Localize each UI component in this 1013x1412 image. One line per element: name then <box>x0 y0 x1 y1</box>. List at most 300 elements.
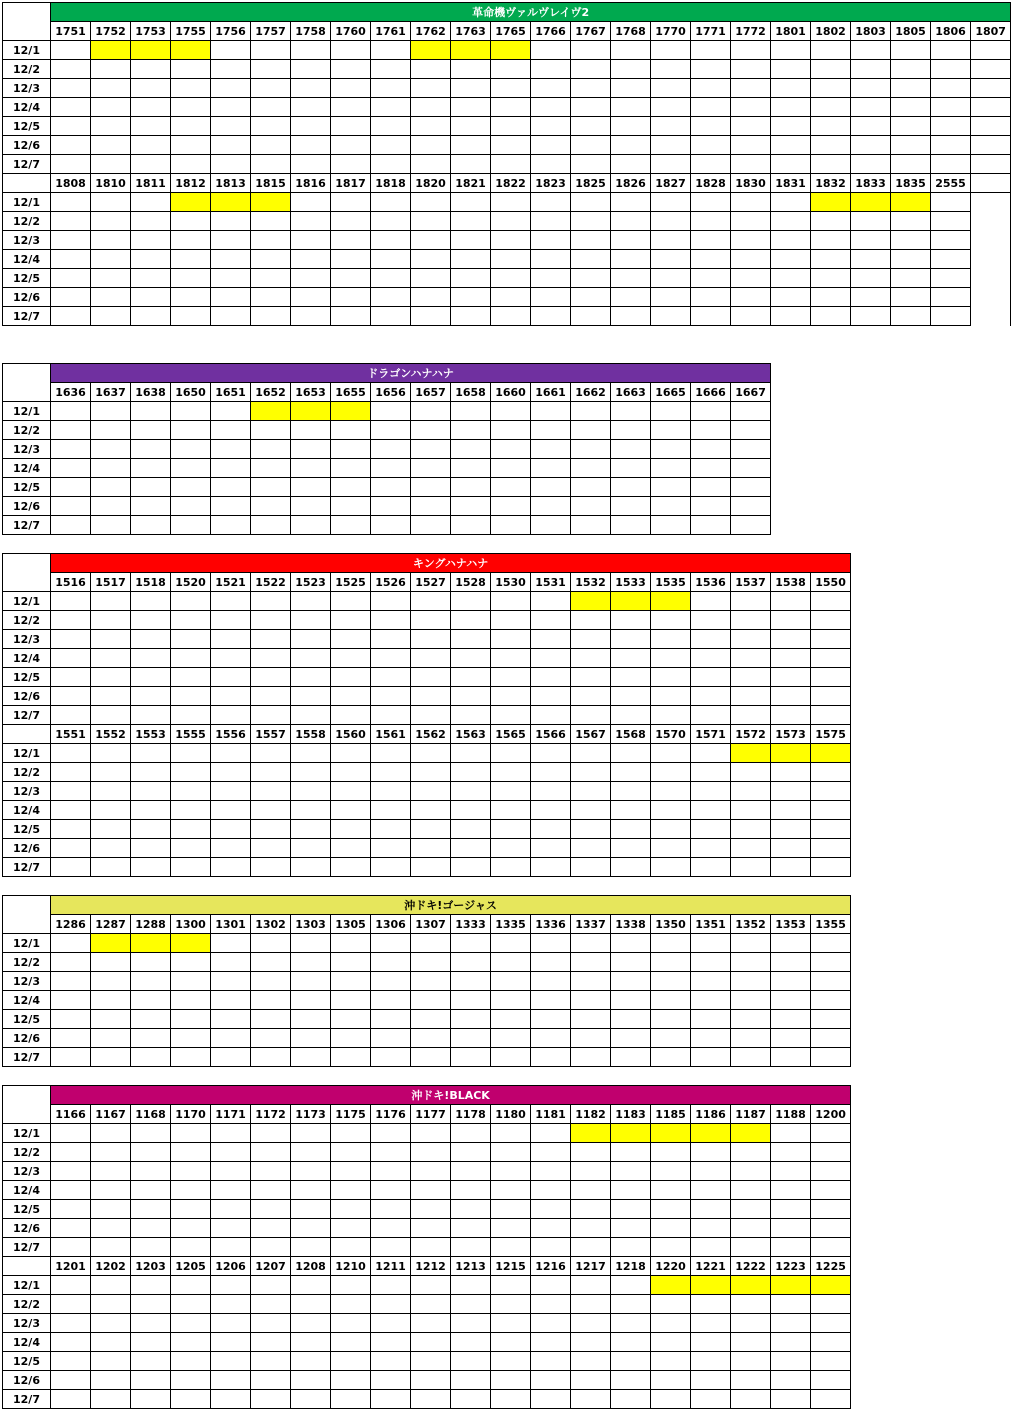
data-cell <box>371 516 411 535</box>
data-cell <box>611 858 651 877</box>
date-label: 12/2 <box>3 611 51 630</box>
data-cell <box>291 1124 331 1143</box>
highlighted-cell <box>891 193 931 212</box>
data-cell <box>291 668 331 687</box>
data-cell <box>771 953 811 972</box>
data-cell <box>451 1029 491 1048</box>
highlighted-cell <box>91 934 131 953</box>
data-cell <box>331 516 371 535</box>
data-cell <box>531 307 571 326</box>
data-cell <box>691 516 731 535</box>
data-cell <box>771 1200 811 1219</box>
data-cell <box>371 60 411 79</box>
date-row <box>3 953 851 972</box>
data-cell <box>371 1048 411 1067</box>
data-cell <box>491 630 531 649</box>
highlighted-cell <box>171 193 211 212</box>
data-cell <box>91 440 131 459</box>
data-cell <box>571 155 611 174</box>
data-cell <box>211 934 251 953</box>
data-cell <box>731 402 771 421</box>
data-cell <box>291 649 331 668</box>
data-cell <box>771 687 811 706</box>
data-cell <box>331 687 371 706</box>
section-title: ドラゴンハナハナ <box>51 364 771 383</box>
data-cell <box>891 269 931 288</box>
data-cell <box>91 1219 131 1238</box>
data-cell <box>331 953 371 972</box>
data-cell <box>131 1162 171 1181</box>
data-cell <box>291 782 331 801</box>
machine-number-header: 1571 <box>691 725 731 744</box>
machine-number-header: 1558 <box>291 725 331 744</box>
data-cell <box>331 801 371 820</box>
data-cell <box>371 478 411 497</box>
machine-number-header: 1567 <box>571 725 611 744</box>
data-cell <box>571 1162 611 1181</box>
data-cell <box>691 288 731 307</box>
data-cell <box>691 744 731 763</box>
data-cell <box>451 402 491 421</box>
data-cell <box>331 820 371 839</box>
data-cell <box>651 478 691 497</box>
data-cell <box>531 991 571 1010</box>
machine-number-header: 1563 <box>451 725 491 744</box>
data-cell <box>411 706 451 725</box>
data-cell <box>531 136 571 155</box>
data-cell <box>91 155 131 174</box>
data-cell <box>371 744 411 763</box>
date-row <box>3 820 851 839</box>
data-cell <box>571 1010 611 1029</box>
date-row <box>3 98 1011 117</box>
data-cell <box>451 1238 491 1257</box>
section-title: キングハナハナ <box>51 554 851 573</box>
data-cell <box>91 212 131 231</box>
data-cell <box>131 478 171 497</box>
machine-number-header: 1655 <box>331 383 371 402</box>
data-cell <box>531 1276 571 1295</box>
data-cell <box>331 60 371 79</box>
data-cell <box>531 155 571 174</box>
machine-number-header: 1288 <box>131 915 171 934</box>
date-label: 12/6 <box>3 687 51 706</box>
data-cell <box>731 820 771 839</box>
data-cell <box>491 117 531 136</box>
data-cell <box>931 212 971 231</box>
data-cell <box>731 1314 771 1333</box>
date-label: 12/2 <box>3 1143 51 1162</box>
data-cell <box>491 801 531 820</box>
data-cell <box>691 953 731 972</box>
data-cell <box>411 421 451 440</box>
data-cell <box>51 155 91 174</box>
date-label: 12/4 <box>3 459 51 478</box>
data-cell <box>811 592 851 611</box>
data-cell <box>731 801 771 820</box>
machine-number-header: 1662 <box>571 383 611 402</box>
data-cell <box>51 1314 91 1333</box>
data-cell <box>451 1295 491 1314</box>
machine-number-header: 1225 <box>811 1257 851 1276</box>
data-cell <box>411 1162 451 1181</box>
machine-number-header: 1527 <box>411 573 451 592</box>
data-cell <box>51 1371 91 1390</box>
data-cell <box>211 1276 251 1295</box>
data-cell <box>331 231 371 250</box>
data-cell <box>451 136 491 155</box>
machine-number-header: 1221 <box>691 1257 731 1276</box>
data-cell <box>131 1029 171 1048</box>
data-cell <box>291 1352 331 1371</box>
data-cell <box>131 1371 171 1390</box>
data-cell <box>491 402 531 421</box>
data-cell <box>971 136 1011 155</box>
data-cell <box>651 744 691 763</box>
data-cell <box>811 1143 851 1162</box>
data-cell <box>211 60 251 79</box>
data-cell <box>771 820 811 839</box>
data-cell <box>411 1276 451 1295</box>
data-cell <box>211 440 251 459</box>
data-cell <box>211 1200 251 1219</box>
machine-number-header: 1187 <box>731 1105 771 1124</box>
data-cell <box>51 250 91 269</box>
data-cell <box>691 231 731 250</box>
date-label: 12/5 <box>3 1010 51 1029</box>
data-cell <box>531 421 571 440</box>
data-cell <box>331 288 371 307</box>
data-cell <box>531 231 571 250</box>
data-cell <box>171 1295 211 1314</box>
data-cell <box>931 41 971 60</box>
data-cell <box>731 1162 771 1181</box>
data-cell <box>371 250 411 269</box>
data-cell <box>771 269 811 288</box>
data-cell <box>611 953 651 972</box>
data-cell <box>291 98 331 117</box>
data-cell <box>851 307 891 326</box>
date-label: 12/1 <box>3 193 51 212</box>
data-cell <box>411 744 451 763</box>
data-cell <box>171 801 211 820</box>
data-cell <box>211 1352 251 1371</box>
data-cell <box>691 421 731 440</box>
data-cell <box>411 1181 451 1200</box>
data-cell <box>531 212 571 231</box>
data-cell <box>171 1200 211 1219</box>
machine-number-header: 1831 <box>771 174 811 193</box>
data-cell <box>731 117 771 136</box>
data-cell <box>131 459 171 478</box>
machine-number-header: 1651 <box>211 383 251 402</box>
machine-number-header: 1302 <box>251 915 291 934</box>
data-cell <box>691 611 731 630</box>
data-cell <box>171 839 211 858</box>
data-cell <box>251 592 291 611</box>
data-cell <box>771 934 811 953</box>
data-cell <box>371 858 411 877</box>
date-row <box>3 706 851 725</box>
date-row <box>3 1048 851 1067</box>
data-cell <box>331 934 371 953</box>
data-cell <box>371 98 411 117</box>
date-row <box>3 687 851 706</box>
data-cell <box>691 763 731 782</box>
highlighted-cell <box>171 41 211 60</box>
data-cell <box>171 1124 211 1143</box>
data-cell <box>251 1333 291 1352</box>
data-cell <box>91 1143 131 1162</box>
data-cell <box>851 136 891 155</box>
data-cell <box>931 269 971 288</box>
machine-number-header: 1805 <box>891 22 931 41</box>
data-cell <box>651 1352 691 1371</box>
highlighted-cell <box>611 1124 651 1143</box>
data-cell <box>331 1295 371 1314</box>
machine-number-header: 1220 <box>651 1257 691 1276</box>
machine-number-header: 1751 <box>51 22 91 41</box>
data-cell <box>211 269 251 288</box>
data-cell <box>651 1238 691 1257</box>
data-cell <box>251 649 291 668</box>
machine-number-header: 1355 <box>811 915 851 934</box>
date-row <box>3 307 1011 326</box>
data-cell <box>771 858 811 877</box>
data-cell <box>611 611 651 630</box>
data-cell <box>131 611 171 630</box>
data-cell <box>491 193 531 212</box>
data-cell <box>251 212 291 231</box>
data-cell <box>771 307 811 326</box>
data-cell <box>211 402 251 421</box>
highlighted-cell <box>411 41 451 60</box>
data-cell <box>651 1314 691 1333</box>
machine-number-header: 1211 <box>371 1257 411 1276</box>
data-cell <box>451 706 491 725</box>
data-cell <box>531 269 571 288</box>
machine-number-header: 1802 <box>811 22 851 41</box>
data-cell <box>571 98 611 117</box>
machine-number-header: 1303 <box>291 915 331 934</box>
data-cell <box>651 1200 691 1219</box>
date-row <box>3 668 851 687</box>
data-cell <box>491 744 531 763</box>
data-cell <box>211 630 251 649</box>
machine-number-header: 1552 <box>91 725 131 744</box>
machine-number-header: 1820 <box>411 174 451 193</box>
data-cell <box>171 972 211 991</box>
data-cell <box>171 98 211 117</box>
data-cell <box>851 212 891 231</box>
data-cell <box>171 117 211 136</box>
data-cell <box>811 60 851 79</box>
data-cell <box>411 1371 451 1390</box>
data-cell <box>171 1162 211 1181</box>
data-cell <box>531 1219 571 1238</box>
data-cell <box>611 991 651 1010</box>
data-cell <box>171 79 211 98</box>
data-cell <box>211 858 251 877</box>
data-cell <box>811 611 851 630</box>
data-cell <box>371 1276 411 1295</box>
machine-number-header: 1636 <box>51 383 91 402</box>
data-cell <box>91 98 131 117</box>
machine-number-header: 1557 <box>251 725 291 744</box>
data-cell <box>451 117 491 136</box>
data-cell <box>371 934 411 953</box>
machine-number-header: 2555 <box>931 174 971 193</box>
data-cell <box>691 991 731 1010</box>
data-cell <box>611 421 651 440</box>
machine-number-header: 1808 <box>51 174 91 193</box>
data-cell <box>611 668 651 687</box>
data-cell <box>411 972 451 991</box>
data-cell <box>51 212 91 231</box>
machine-number-header: 1807 <box>971 22 1011 41</box>
data-cell <box>771 79 811 98</box>
data-cell <box>171 212 211 231</box>
machine-number-header: 1535 <box>651 573 691 592</box>
data-cell <box>131 155 171 174</box>
date-row <box>3 1181 851 1200</box>
data-cell <box>51 98 91 117</box>
data-cell <box>611 1390 651 1409</box>
data-cell <box>51 763 91 782</box>
data-cell <box>131 1238 171 1257</box>
data-cell <box>451 630 491 649</box>
data-cell <box>811 79 851 98</box>
date-row <box>3 193 1011 212</box>
data-cell <box>811 1029 851 1048</box>
highlighted-cell <box>651 1276 691 1295</box>
data-cell <box>651 839 691 858</box>
machine-number-header: 1522 <box>251 573 291 592</box>
data-cell <box>771 1314 811 1333</box>
data-cell <box>651 41 691 60</box>
data-cell <box>51 592 91 611</box>
data-cell <box>691 136 731 155</box>
data-cell <box>131 402 171 421</box>
machine-number-header: 1550 <box>811 573 851 592</box>
date-label: 12/5 <box>3 1352 51 1371</box>
data-cell <box>411 60 451 79</box>
data-cell <box>531 839 571 858</box>
data-cell <box>91 402 131 421</box>
data-cell <box>211 307 251 326</box>
data-cell <box>611 193 651 212</box>
machine-number-header: 1821 <box>451 174 491 193</box>
machine-number-header: 1167 <box>91 1105 131 1124</box>
data-cell <box>51 706 91 725</box>
date-row <box>3 250 1011 269</box>
data-cell <box>771 1181 811 1200</box>
data-cell <box>251 839 291 858</box>
data-cell <box>251 1048 291 1067</box>
date-row <box>3 516 771 535</box>
date-row <box>3 782 851 801</box>
data-cell <box>251 972 291 991</box>
data-cell <box>531 668 571 687</box>
machine-number-header: 1531 <box>531 573 571 592</box>
date-label: 12/7 <box>3 858 51 877</box>
data-cell <box>451 250 491 269</box>
data-cell <box>451 98 491 117</box>
data-cell <box>331 611 371 630</box>
data-cell <box>91 953 131 972</box>
data-cell <box>571 478 611 497</box>
data-cell <box>531 630 571 649</box>
data-cell <box>51 1238 91 1257</box>
data-cell <box>491 516 531 535</box>
empty-cell <box>971 269 1011 288</box>
date-row <box>3 1352 851 1371</box>
data-cell <box>491 1333 531 1352</box>
data-cell <box>811 1390 851 1409</box>
date-label: 12/7 <box>3 706 51 725</box>
data-cell <box>291 1295 331 1314</box>
date-label: 12/1 <box>3 592 51 611</box>
data-cell <box>251 763 291 782</box>
data-cell <box>891 136 931 155</box>
data-cell <box>411 1219 451 1238</box>
machine-number-header: 1286 <box>51 915 91 934</box>
data-cell <box>451 1048 491 1067</box>
date-label: 12/1 <box>3 744 51 763</box>
data-cell <box>251 79 291 98</box>
data-cell <box>451 459 491 478</box>
data-cell <box>651 782 691 801</box>
data-cell <box>131 60 171 79</box>
data-cell <box>691 1333 731 1352</box>
data-cell <box>611 269 651 288</box>
data-cell <box>691 1162 731 1181</box>
data-cell <box>411 763 451 782</box>
corner-cell <box>3 364 51 402</box>
data-cell <box>491 1162 531 1181</box>
data-cell <box>691 782 731 801</box>
data-cell <box>411 193 451 212</box>
data-cell <box>491 231 531 250</box>
machine-number-header: 1523 <box>291 573 331 592</box>
data-cell <box>691 79 731 98</box>
data-cell <box>331 1314 371 1333</box>
data-cell <box>491 98 531 117</box>
empty-header-cell <box>971 174 1011 193</box>
machine-number-header: 1637 <box>91 383 131 402</box>
machine-number-header: 1222 <box>731 1257 771 1276</box>
data-cell <box>571 839 611 858</box>
data-cell <box>571 136 611 155</box>
data-cell <box>731 1238 771 1257</box>
data-cell <box>131 972 171 991</box>
data-cell <box>331 497 371 516</box>
data-cell <box>171 1181 211 1200</box>
data-cell <box>251 1295 291 1314</box>
data-cell <box>371 991 411 1010</box>
data-cell <box>651 1029 691 1048</box>
data-cell <box>291 516 331 535</box>
data-cell <box>331 1238 371 1257</box>
data-cell <box>811 1181 851 1200</box>
data-cell <box>371 1181 411 1200</box>
data-cell <box>571 782 611 801</box>
data-cell <box>651 1143 691 1162</box>
machine-number-header: 1212 <box>411 1257 451 1276</box>
data-cell <box>331 991 371 1010</box>
data-cell <box>211 421 251 440</box>
data-cell <box>611 1371 651 1390</box>
